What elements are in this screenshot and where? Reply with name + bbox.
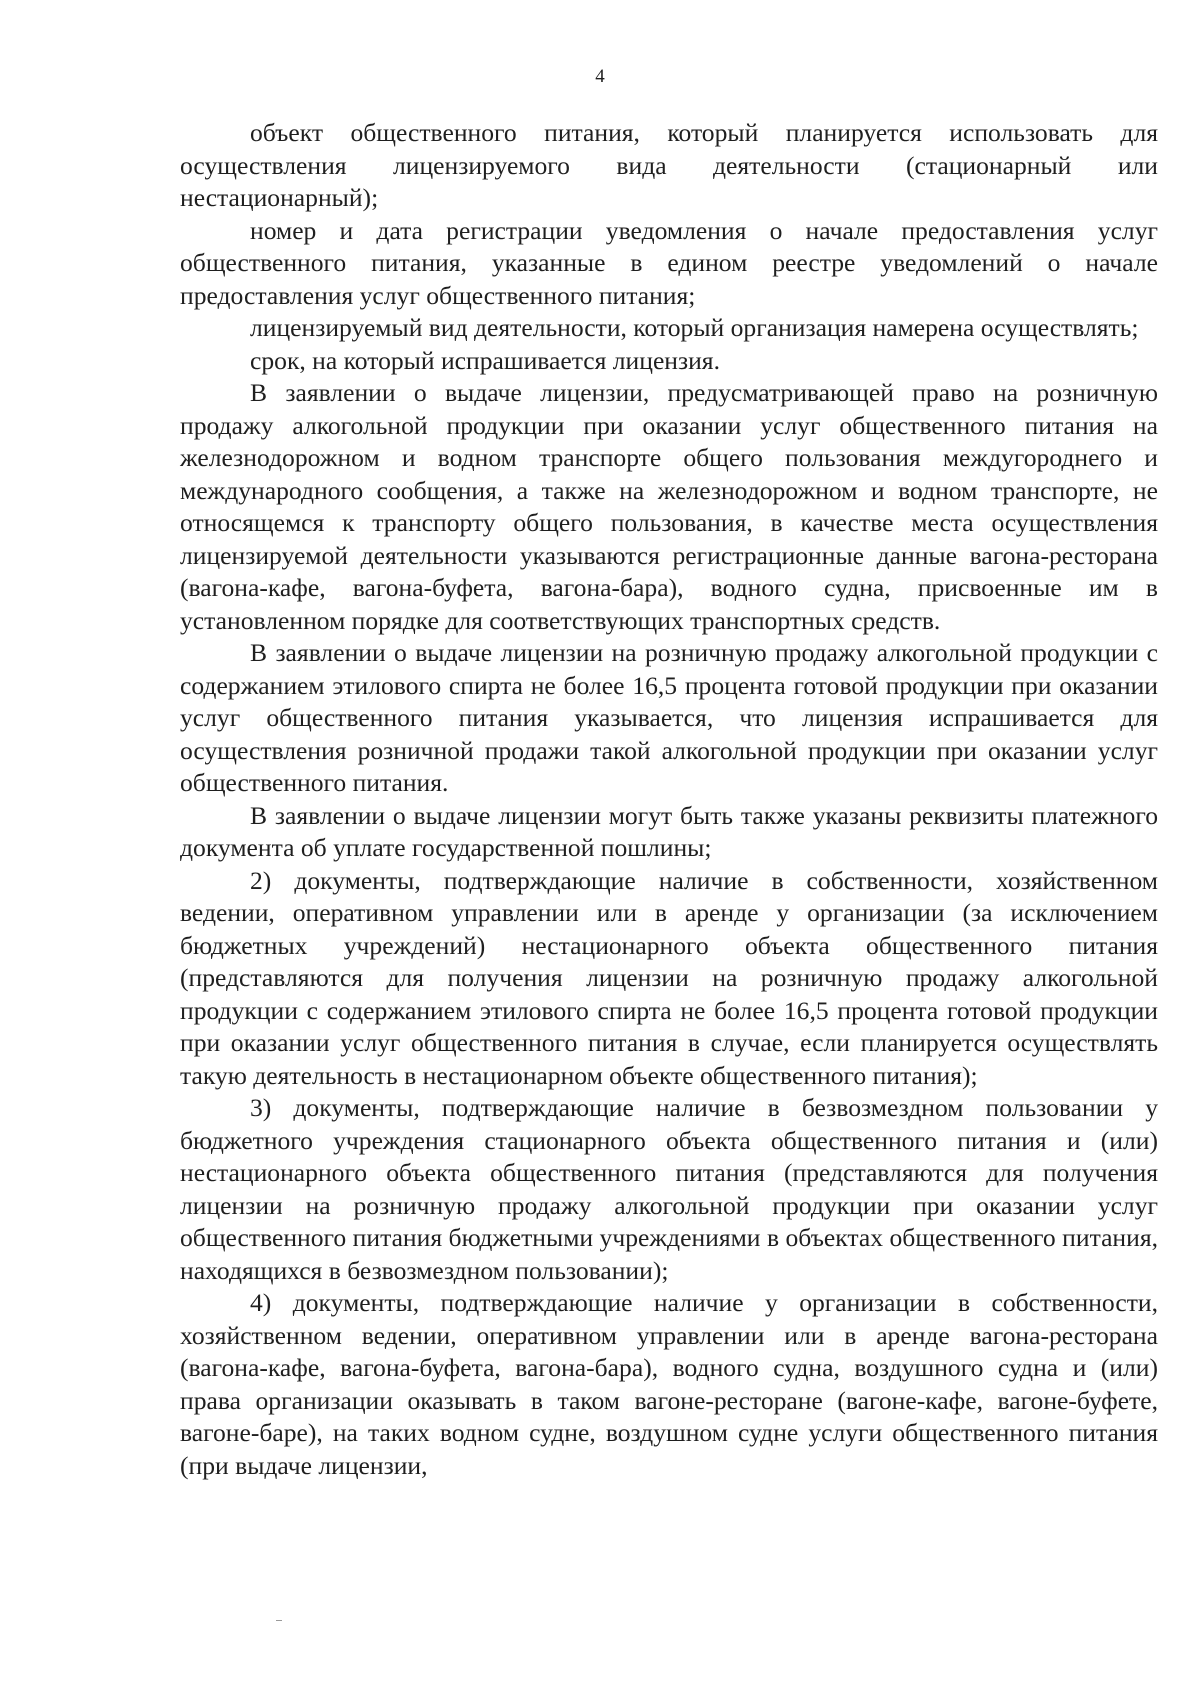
paragraph: В заявлении о выдаче лицензии, предусматривающей право на розничную продажу алкогольной продукции при оказании услуг общественного питания на железнодорожном и водном транспорте общего пользования междугороднего и международного сообщения, а также на железнодорожном и водном транспорте, не относящемся к транспорту общего пользования, в качестве места осуществления лицензируемой деятельности указываются регистрационные данные вагона-ресторана (вагона-кафе, вагона-буфета, вагона-бара), водного судна, присвоенные им в установленном порядке для соответствующих транспортных средств.	[180, 378, 1158, 635]
paragraph: объект общественного питания, который планируется использовать для осуществления лицензируемого вида деятельности (стационарный или нестационарный);	[180, 118, 1158, 212]
page-number: 4	[595, 66, 605, 87]
paragraph: лицензируемый вид деятельности, который организация намерена осуществлять;	[250, 313, 1139, 342]
paragraph: В заявлении о выдаче лицензии могут быть также указаны реквизиты платежного документа об уплате государственной пошлины;	[180, 800, 1158, 862]
paragraph: номер и дата регистрации уведомления о начале предоставления услуг общественного питания, указанные в едином реестре уведомлений о начале предоставления услуг общественного питания;	[180, 215, 1158, 310]
document-body	[180, 117, 1158, 1482]
scan-speck	[276, 1620, 282, 1621]
paragraph: В заявлении о выдаче лицензии на розничную продажу алкогольной продукции с содержанием этилового спирта не более 16,5 процента готовой продукции при оказании услуг общественного питания указывается, что лицензия испрашивается для осуществления розничной продажи такой алкогольной продукции при оказании услуг общественного питания.	[180, 638, 1158, 797]
paragraph: 4) документы, подтверждающие наличие у организации в собственности, хозяйственном ведении, оперативном управлении или в аренде вагона-ресторана (вагона-кафе, вагона-буфета, вагона-бара), водного судна, воздушного судна и (или) права организации оказывать в таком вагоне-ресторане (вагоне-кафе, вагоне-буфете, вагоне-баре), на таких водном судне, воздушном судне услуги общественного питания (при выдаче лицензии,	[180, 1288, 1158, 1480]
paragraph: срок, на который испрашивается лицензия.	[250, 345, 720, 375]
paragraph: 3) документы, подтверждающие наличие в безвозмездном пользовании у бюджетного учреждения стационарного объекта общественного питания и (или) нестационарного объекта общественного питания (представляются для получения лицензии на розничную продажу алкогольной продукции при оказании услуг общественного питания бюджетными учреждениями в объектах общественного питания, находящихся в безвозмездном пользовании);	[180, 1093, 1158, 1285]
paragraph: 2) документы, подтверждающие наличие в собственности, хозяйственном ведении, оперативном управлении или в аренде у организации (за исключением бюджетных учреждений) нестационарного объекта общественного питания (представляются для получения лицензии на розничную продажу алкогольной продукции с содержанием этилового спирта не более 16,5 процента готовой продукции при оказании услуг общественного питания в случае, если планируется осуществлять такую деятельность в нестационарном объекте общественного питания);	[180, 865, 1158, 1090]
